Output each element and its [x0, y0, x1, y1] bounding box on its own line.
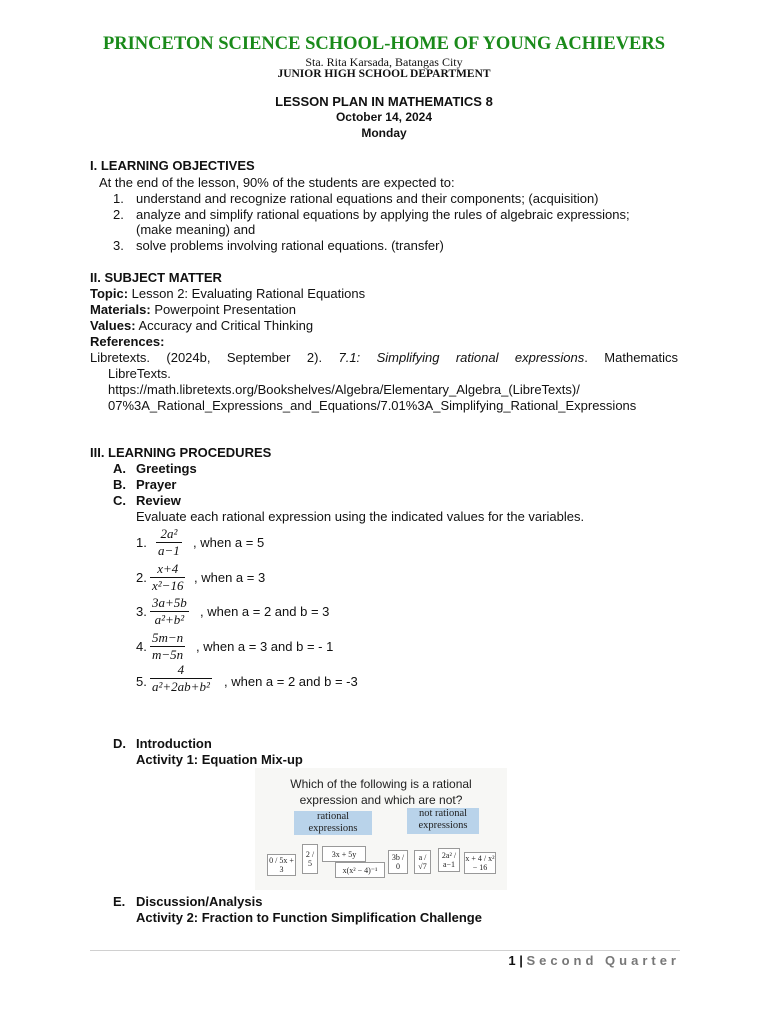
quarter-label: Second Quarter [526, 953, 680, 968]
image-question: expression and which are not? [299, 793, 463, 807]
objective-text-continued: (make meaning) and [136, 222, 256, 237]
activity-1-title: Activity 1: Equation Mix-up [136, 752, 303, 767]
fraction-numerator: 4 [177, 662, 185, 677]
step-letter: B. [113, 477, 126, 492]
footer-separator: | [519, 953, 523, 968]
fraction-numerator: 2a² [160, 526, 178, 541]
step-review: Review [136, 493, 181, 508]
fraction-denominator: a²+2ab+b² [152, 679, 210, 694]
fraction-denominator: m−5n [152, 647, 184, 662]
review-item-condition: , when a = 2 and b = -3 [224, 674, 358, 689]
tag-text: expressions [418, 820, 468, 831]
review-item-number: 4. [136, 639, 147, 654]
objective-text: solve problems involving rational equations. (transfer) [136, 238, 444, 253]
review-fraction [156, 526, 182, 559]
reference-publisher-line: LibreTexts. [108, 366, 171, 381]
review-item-condition: , when a = 5 [193, 535, 265, 550]
objectives-heading: I. LEARNING OBJECTIVES [90, 158, 255, 173]
school-name: PRINCETON SCIENCE SCHOOL-HOME OF YOUNG ACHIEVERS [102, 34, 666, 54]
topic-line [90, 286, 365, 301]
values-value: Accuracy and Critical Thinking [138, 318, 314, 333]
step-introduction: Introduction [136, 736, 212, 751]
lesson-date: October 14, 2024 [335, 110, 433, 124]
reference-citation [90, 350, 678, 365]
reference-publisher: . Mathematics [584, 350, 678, 365]
step-letter: D. [113, 736, 126, 751]
step-letter: E. [113, 894, 126, 909]
review-item-number: 2. [136, 570, 147, 585]
review-instruction: Evaluate each rational expression using the indicated values for the variables. [136, 509, 585, 524]
fraction-denominator: a²+b² [150, 611, 189, 628]
reference-author: Libretexts. (2024b, September 2). [90, 350, 323, 365]
page-footer [508, 953, 680, 968]
review-item-number: 5. [136, 674, 147, 689]
topic-label: Topic: [90, 286, 129, 301]
activity-2-title: Activity 2: Fraction to Function Simplification Challenge [136, 910, 482, 925]
department-name: JUNIOR HIGH SCHOOL DEPARTMENT [277, 68, 491, 80]
step-letter: A. [113, 461, 126, 476]
footer-divider [90, 950, 680, 951]
expression-card[interactable]: 2 / 5 [302, 844, 318, 874]
reference-url[interactable]: 07%3A_Rational_Expressions_and_Equations/7.01%3A_Simplifying_Rational_Expressions [108, 398, 637, 413]
expression-card[interactable]: x(x² − 4)⁻¹ [335, 862, 385, 878]
review-fraction [150, 662, 212, 695]
expression-card[interactable]: 3x + 5y [322, 846, 366, 862]
fraction-denominator: x²−16 [152, 578, 184, 593]
objective-number: 2. [113, 207, 124, 222]
objective-text: analyze and simplify rational equations by applying the rules of algebraic expressions; [136, 207, 630, 222]
review-fraction [150, 561, 185, 594]
image-question: Which of the following is a rational [290, 777, 472, 791]
references-label: References: [90, 334, 165, 349]
tag-not-rational-expressions [407, 808, 479, 834]
procedures-heading: III. LEARNING PROCEDURES [90, 445, 272, 460]
objective-number: 1. [113, 191, 124, 206]
expression-card[interactable]: 3b / 0 [388, 850, 408, 874]
materials-line [90, 302, 296, 317]
lesson-day: Monday [361, 126, 407, 140]
fraction-denominator: a−1 [158, 543, 180, 558]
review-item-number: 3. [136, 604, 147, 619]
tag-text: expressions [308, 823, 358, 834]
expression-card[interactable]: 2a² / a−1 [438, 848, 460, 872]
topic-value: Lesson 2: Evaluating Rational Equations [131, 286, 366, 301]
review-fraction [150, 595, 189, 628]
expression-card[interactable]: 0 / 5x + 3 [267, 854, 296, 876]
reference-url[interactable]: https://math.libretexts.org/Bookshelves/Algebra/Elementary_Algebra_(LibreTexts)/ [108, 382, 580, 397]
step-letter: C. [113, 493, 126, 508]
page-number: 1 [508, 953, 516, 968]
values-label: Values: [90, 318, 136, 333]
step-discussion: Discussion/Analysis [136, 894, 263, 909]
materials-value: Powerpoint Presentation [154, 302, 296, 317]
review-fraction [150, 630, 185, 663]
review-item-condition: , when a = 2 and b = 3 [200, 604, 330, 619]
fraction-numerator: 3a+5b [152, 595, 187, 610]
school-address: Sta. Rita Karsada, Batangas City [305, 55, 463, 69]
materials-label: Materials: [90, 302, 151, 317]
review-item-condition: , when a = 3 and b = - 1 [196, 639, 334, 654]
activity-1-image [255, 768, 507, 890]
tag-text: rational [316, 811, 350, 822]
objectives-intro: At the end of the lesson, 90% of the students are expected to: [99, 175, 455, 190]
fraction-numerator: x+4 [157, 561, 179, 576]
review-item-number: 1. [136, 535, 147, 550]
lesson-plan-title: LESSON PLAN IN MATHEMATICS 8 [275, 94, 493, 109]
tag-rational-expressions [294, 811, 372, 835]
objective-text: understand and recognize rational equations and their components; (acquisition) [136, 191, 599, 206]
fraction-numerator: 5m−n [152, 630, 184, 645]
subject-heading: II. SUBJECT MATTER [90, 270, 222, 285]
step-greetings: Greetings [136, 461, 197, 476]
expression-card[interactable]: x + 4 / x² − 16 [465, 854, 495, 872]
review-item-condition: , when a = 3 [194, 570, 266, 585]
objective-number: 3. [113, 238, 124, 253]
expression-card[interactable]: a / √7 [414, 850, 431, 874]
reference-title: 7.1: Simplifying rational expressions [338, 350, 585, 365]
tag-text: not rational [418, 808, 468, 819]
step-prayer: Prayer [136, 477, 177, 492]
values-line [90, 318, 313, 333]
